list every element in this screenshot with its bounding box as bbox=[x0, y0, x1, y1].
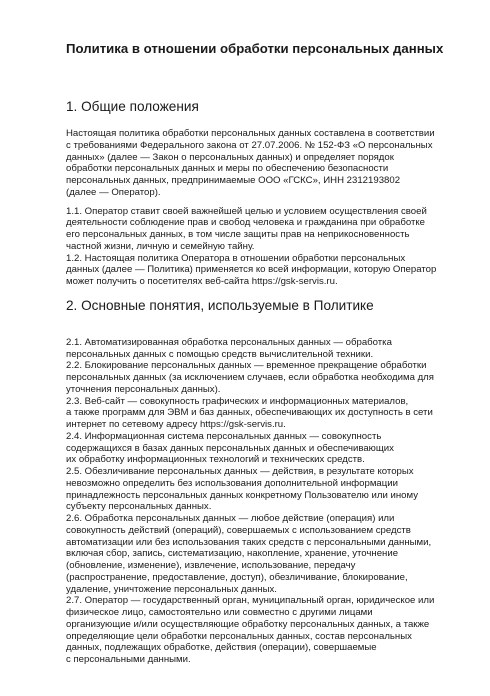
text-line: невозможно определить без использования дополнительной информации bbox=[66, 477, 398, 489]
text-line: 2.1. Автоматизированная обработка персональных данных — обработка bbox=[66, 336, 392, 348]
text-line: организующие и/или осуществляющие обработку персональных данных, а также bbox=[66, 618, 430, 630]
document-title: Политика в отношении обработки персональных данных bbox=[66, 41, 444, 56]
text-line: физическое лицо, самостоятельно или совместно с другими лицами bbox=[66, 607, 373, 618]
text-line: частной жизни, личную и семейную тайну. bbox=[66, 240, 255, 252]
text-line: деятельности соблюдение прав и свобод человека и гражданина при обработке bbox=[66, 217, 426, 229]
text-line: удаление, уничтожение персональных данных. bbox=[66, 583, 277, 595]
text-line: включая сбор, запись, систематизацию, накопление, хранение, уточнение bbox=[66, 548, 399, 560]
text-line: (распространение, предоставление, доступ), обезличивание, блокирование, bbox=[66, 571, 408, 583]
paragraph-intro bbox=[66, 128, 470, 199]
text-line: 2.6. Обработка персональных данных — любое действие (операция) или bbox=[66, 513, 395, 524]
text-line: интернет по сетевому адресу https://gsk-servis.ru. bbox=[66, 419, 286, 430]
text-line: уточнения персональных данных). bbox=[66, 383, 221, 395]
text-line: определяющие цели обработки персональных данных, состав персональных bbox=[66, 630, 412, 642]
text-line: данных, подлежащих обработке, действия (операции), совершаемые bbox=[66, 642, 377, 654]
text-line: обработки персональных данных и меры по обеспечению безопасности bbox=[66, 163, 389, 175]
text-line: автоматизации или без использования таких средств с персональными данными, bbox=[66, 536, 432, 548]
text-line: 2.5. Обезличивание персональных данных — действия, в результате которых bbox=[66, 466, 414, 477]
text-line: (далее — Оператор). bbox=[66, 186, 161, 198]
text-line: данных» (далее — Закон о персональных данных) и определяет порядок bbox=[66, 151, 394, 163]
text-line: персональных данных, предпринимаемые ООО «ГСКС», ИНН 2312193802 bbox=[66, 175, 401, 186]
text-line: а также программ для ЭВМ и баз данных, обеспечивающих их доступность в сети bbox=[66, 407, 433, 419]
text-line: их обработку информационных технологий и технических средств. bbox=[66, 454, 365, 466]
paragraph-definitions bbox=[66, 337, 470, 666]
text-line: 2.2. Блокирование персональных данных — временное прекращение обработки bbox=[66, 360, 427, 372]
text-line: (обновление, изменение), извлечение, использование, передачу bbox=[66, 560, 356, 571]
text-line: 1.2. Настоящая политика Оператора в отношении обработки персональных bbox=[66, 252, 406, 264]
text-line: может получить о посетителях веб-сайта https://gsk-servis.ru. bbox=[66, 276, 338, 287]
text-line: данных (далее — Политика) применяется ко всей информации, которую Оператор bbox=[66, 264, 437, 276]
text-line: 2.4. Информационная система персональных данных — совокупность bbox=[66, 430, 382, 442]
text-line: совокупность действий (операций), совершаемых с использованием средств bbox=[66, 524, 411, 536]
text-line: 2.3. Веб-сайт — совокупность графических и информационных материалов, bbox=[66, 395, 409, 407]
paragraph-clauses-1 bbox=[66, 206, 470, 288]
text-line: субъекту персональных данных. bbox=[66, 501, 212, 513]
section-heading-definitions: 2. Основные понятия, используемые в Политике bbox=[66, 297, 374, 313]
text-line: его персональных данных, в том числе защиты прав на неприкосновенность bbox=[66, 229, 410, 240]
text-line: 2.7. Оператор — государственный орган, муниципальный орган, юридическое или bbox=[66, 595, 435, 607]
section-heading-general: 1. Общие положения bbox=[66, 99, 199, 114]
text-line: с требованиями Федерального закона от 27.07.2006. № 152-ФЗ «О персональных bbox=[66, 139, 433, 151]
text-line: Настоящая политика обработки персональных данных составлена в соответствии bbox=[66, 128, 435, 139]
text-line: персональных данных с помощью средств вычислительной техники. bbox=[66, 348, 374, 360]
text-line: персональных данных (за исключением случаев, если обработка необходима для bbox=[66, 372, 434, 383]
text-line: содержащихся в базах данных персональных данных и обеспечивающих bbox=[66, 442, 394, 454]
text-line: принадлежность персональных данных конкретному Пользователю или иному bbox=[66, 489, 419, 501]
text-line: 1.1. Оператор ставит своей важнейшей целью и условием осуществления своей bbox=[66, 205, 427, 217]
text-line: с персональными данными. bbox=[66, 654, 191, 665]
